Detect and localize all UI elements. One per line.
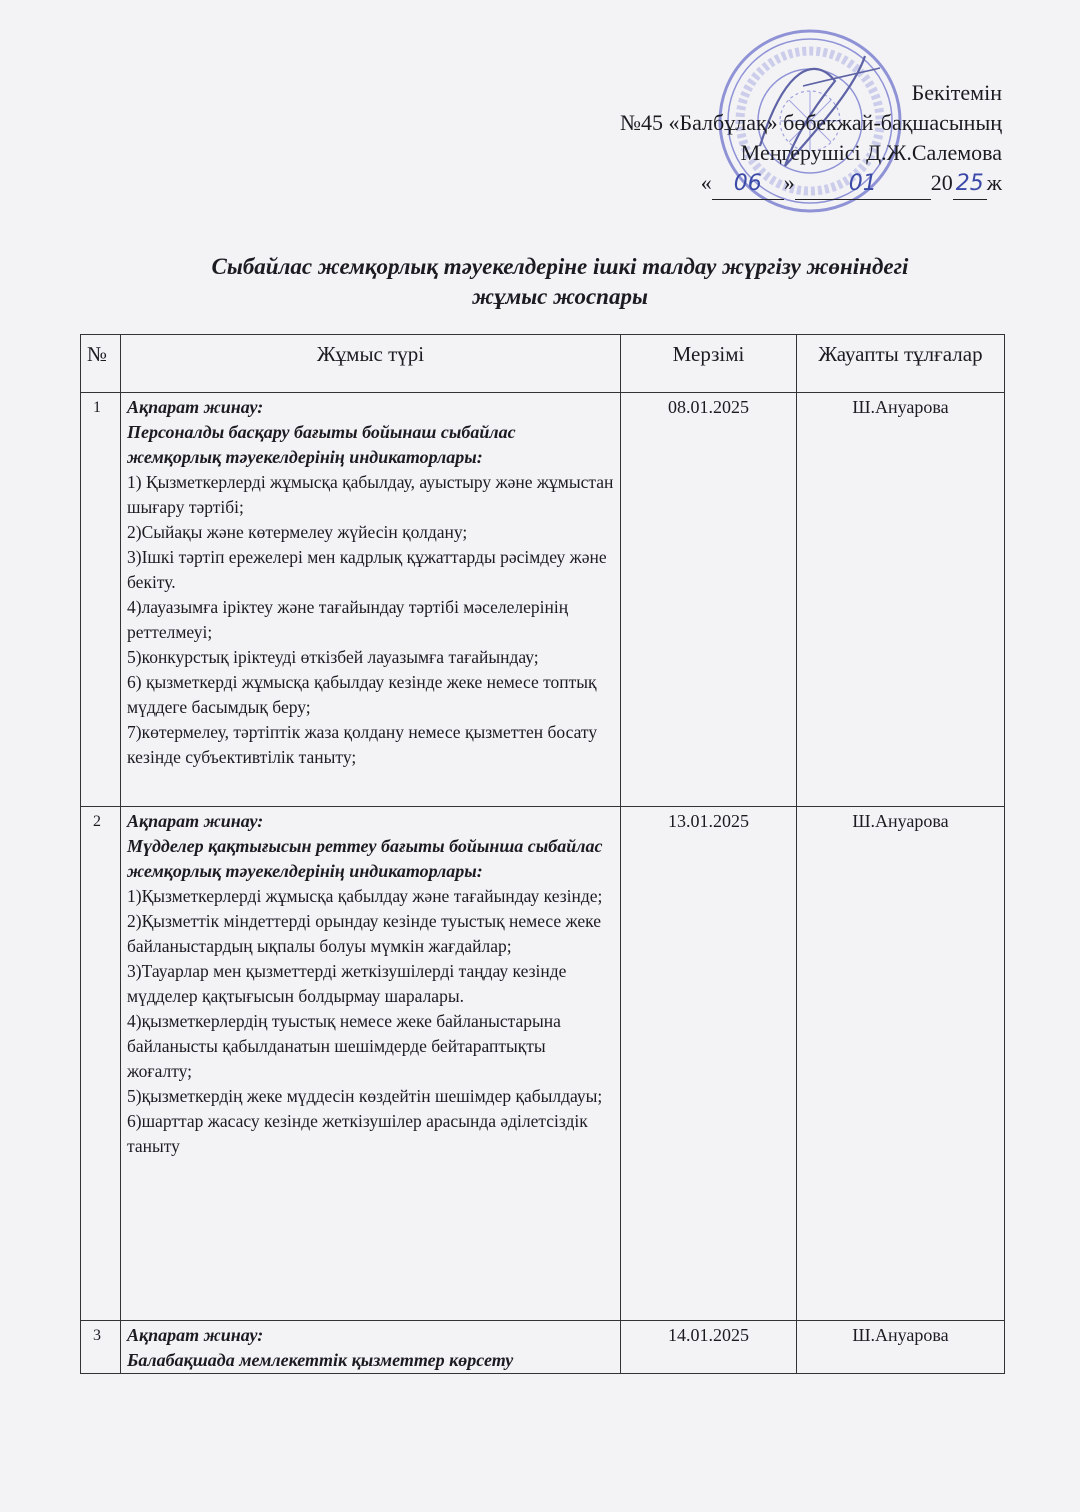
deadline-cell: 08.01.2025: [621, 393, 797, 807]
work-item: 5)қызметкердің жеке мүддесін көздейтін шешімдер қабылдауы;: [127, 1086, 603, 1106]
row-number: 3: [81, 1321, 121, 1374]
work-description: [121, 393, 621, 807]
work-subheading: Персоналды басқару бағыты бойынаш сыбайлас жемқорлық тәуекелдерінің индикаторлары:: [127, 422, 516, 467]
work-item: 7)көтермелеу, тәртіптік жаза қолдану немесе қызметтен босату кезінде субъективтілік таныту;: [127, 722, 598, 767]
work-item: 2)Қызметтік міндеттерді орындау кезінде туыстық немесе жеке байланыстардың ықпалы болуы мүмкін жағдайлар;: [127, 911, 601, 956]
header-responsible: Жауапты тұлғалар: [797, 335, 1005, 393]
date-day: 06: [733, 171, 762, 196]
institution-name: №45 «Балбұлақ» бөбекжай-бақшасының: [619, 110, 1002, 135]
header-num: №: [81, 335, 121, 393]
work-item: 3)Тауарлар мен қызметтерді жеткізушілерді таңдау кезінде мүдделер қақтығысын болдырмау шаралары.: [127, 961, 567, 1006]
work-heading: Ақпарат жинау:: [127, 1325, 264, 1345]
work-description: [121, 807, 621, 1321]
head-name: Меңгерушісі Д.Ж.Салемова: [740, 140, 1002, 165]
year-prefix: 20: [930, 170, 953, 195]
work-item: 2)Сыйақы және көтермелеу жүйесін қолдану;: [127, 522, 468, 542]
responsible-cell: Ш.Ануарова: [797, 393, 1005, 807]
deadline-cell: 14.01.2025: [621, 1321, 797, 1374]
work-subheading: Балабақшада мемлекеттік қызметтер көрсету: [127, 1350, 514, 1370]
work-plan-table: [80, 334, 1005, 1374]
row-number: 2: [81, 807, 121, 1321]
date-year: 25: [955, 171, 984, 196]
header-work-type: Жұмыс түрі: [121, 335, 621, 393]
date-day-field: [712, 168, 784, 200]
date-month: 01: [848, 171, 877, 196]
table-header-row: [81, 335, 1005, 393]
approval-block: [620, 78, 1002, 200]
open-quote: «: [700, 170, 712, 195]
responsible-cell: Ш.Ануарова: [797, 807, 1005, 1321]
work-description: [121, 1321, 621, 1374]
date-month-field: [795, 168, 931, 200]
row-number: 1: [81, 393, 121, 807]
work-item: 6) қызметкерді жұмысқа қабылдау кезінде жеке немесе топтық мүддеге басымдық беру;: [127, 672, 597, 717]
date-year-field: [953, 168, 987, 200]
approval-title: Бекітемін: [911, 80, 1002, 105]
work-heading: Ақпарат жинау:: [127, 397, 264, 417]
table-row: [81, 807, 1005, 1321]
work-item: 5)конкурстық іріктеуді өткізбей лауазымға тағайындау;: [127, 647, 539, 667]
table-row: [81, 393, 1005, 807]
work-item: 6)шарттар жасасу кезінде жеткізушілер арасында әділетсіздік таныту: [127, 1111, 588, 1156]
header-deadline: Мерзімі: [621, 335, 797, 393]
title-line-2: жұмыс жоспары: [472, 284, 648, 309]
work-item: 1) Қызметкерлерді жұмысқа қабылдау, ауыстыру және жұмыстан шығару тәртібі;: [127, 472, 614, 517]
approval-date: [701, 168, 1002, 200]
document-title: [140, 252, 980, 312]
work-item: 1)Қызметкерлерді жұмысқа қабылдау және тағайындау кезінде;: [127, 886, 603, 906]
close-quote: »: [783, 170, 795, 195]
year-unit: ж: [986, 170, 1002, 195]
work-item: 4)қызметкерлердің туыстық немесе жеке байланыстарына байланысты қабылданатын шешімдерде бейтараптықты жоғалту;: [127, 1011, 561, 1081]
responsible-cell: Ш.Ануарова: [797, 1321, 1005, 1374]
work-heading: Ақпарат жинау:: [127, 811, 264, 831]
deadline-cell: 13.01.2025: [621, 807, 797, 1321]
title-line-1: Сыбайлас жемқорлық тәуекелдеріне ішкі талдау жүргізу жөніндегі: [211, 254, 909, 279]
work-item: 3)Ішкі тәртіп ережелері мен кадрлық құжаттарды рәсімдеу және бекіту.: [127, 547, 607, 592]
work-item: 4)лауазымға іріктеу және тағайындау тәртібі мәселелерінің реттелмеуі;: [127, 597, 569, 642]
table-row: [81, 1321, 1005, 1374]
work-subheading: Мүдделер қақтығысын реттеу бағыты бойынша сыбайлас жемқорлық тәуекелдерінің индикаторлары:: [127, 836, 603, 881]
